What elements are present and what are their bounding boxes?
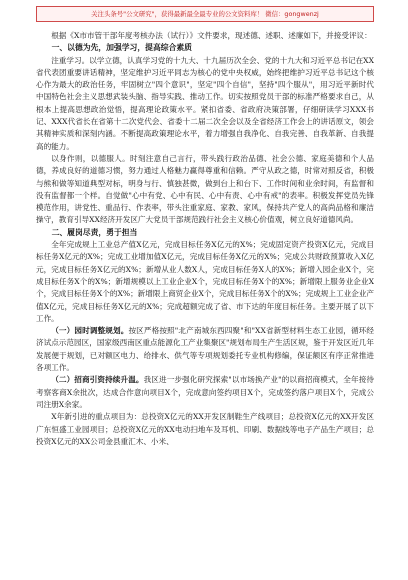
section2-sub1 xyxy=(36,325,374,374)
section-heading-1: 一、以德为先，加强学习，提高综合素质 xyxy=(51,43,192,53)
section2-paragraph-last: X年新引进的重点项目为：总投资X亿元的XX开发区制鞋生产线项目；总投资X亿元的XX开发区广东恒盛工业园项目；总投资X亿元的XX电动扫地车及耳机、印刷、数据线等电子产品生产项目；总投资X亿元的XX公司金县重汇木、小米、 xyxy=(36,412,374,446)
section2-paragraph-1: 全年完成规上工业总产值X亿元，完成目标任务X亿元的X%；完成固定资产投资X亿元，完成目标任务X亿元的X%；完成工业增加值X亿元，完成目标任务X亿元的X%；完成公共财政预算收入X亿元，完成目标任务X亿元的X%；新增从业人数X人，完成目标任务X人的X%；新增入园企业X个，完成目标任务X个的X%；新增规模以上工业企业X个，完成目标任务X个的X%；新增限上服务业企业X个，完成目标任务X个的X%；新增限上商贸企业X个，完成目标任务X个的X%；完成规上工业企业产值X亿元，完成目标任务X亿元的X%；完成超额完成了省、市下达的年度目标任务。主要开展了以下工作。 xyxy=(36,240,374,323)
sub1-body: 按区严格按照"北产南城东西四聚"和"XX省新型材料生态工业园，循环经济试点示范园区，国家级西南区重点能源化工产业集聚区"规划布局生产生活区规，鉴于开发区近几年发展便于规划，已对额区电力、给排水、供气等专项规划委托专业机构修编，保证额区有序正常推进各项工作。 xyxy=(36,326,374,373)
section1-paragraph-2: 以身作则，以德服人。时刻注意自己言行，带头践行政治品德、社会公德、家庭美德和个人品德，养成良好的道德习惯，努力通过人格魅力赢得尊重和信赖。严守从政之德，时常对照反省，积极与熊和做等知道典型对标，明身与行、慎独甚微，做到台上和台下、工作时间和业余时间，有监督和没有监督都一个样。自觉做"心中有党、心中有民、心中有责、心中有戒"的表率。积极发挥党员先锋模范作用，讲党性、重品行、作表率，带头注重家庭、家教、家风，保持共产党人的高尚品格和廉洁操守，教育引导XX经济开发区广大党员干部规范践行社会主义核心价值观，树立良好道德风尚。 xyxy=(36,153,374,225)
sub2-lead: （二）招商引资持续升温。 xyxy=(51,375,144,385)
section2-sub2 xyxy=(36,374,374,411)
intro-paragraph: 根据《X市市管干部年度考核办法（试行）》文件要求，现述德、述职、述廉如下，并接受评议： xyxy=(51,31,372,40)
sub1-lead: （一）园时调整规划。 xyxy=(51,326,129,336)
watermark-banner: 关注头条号"公文研究"，获得最新最全最专业的公文资料库！ 微信：gongwenzj xyxy=(36,6,374,22)
section1-paragraph-1: 注重学习。以学立德，认真学习党的十九大、十九届历次全会、党的十九大和习近平总书记在XX省代表团重要讲话精神，坚定维护习近平同志为核心的党中央权威，始终把维护习近平总书记这个核心作为最大的政治任务，牢固树立"四个意识"，坚定"四个自信"，坚持"四个服从"，用习近平新时代中国特色社会主义思想武装头脑、指导实践、推动工作。切实按照党员干部的标准严格要求自己，从根本上提高思想政治觉悟，提高理论政策水平。紧扣省委、省政府决策部署，仔细研读学习XXX书记、XXX代省长在省第十二次党代会、省委十二届二次全会以及全省经济工作会上的讲话原文，领会其精神实质和深刻内涵。不断提高政策理论水平，着力增强自我净化、自我完善、自我革新、自我提高的能力。 xyxy=(36,55,374,151)
sub2-body: 我区进一步强化研究探索"以市场换产业"的以商招商模式，全年接待考察客商X余批次，达成合作意向项目X个，完成意向签约项目X个，完成签约落户项目X个，完成公司注册X余家。 xyxy=(36,375,374,409)
section-heading-2: 二、履岗尽责，勇于担当 xyxy=(51,227,138,237)
